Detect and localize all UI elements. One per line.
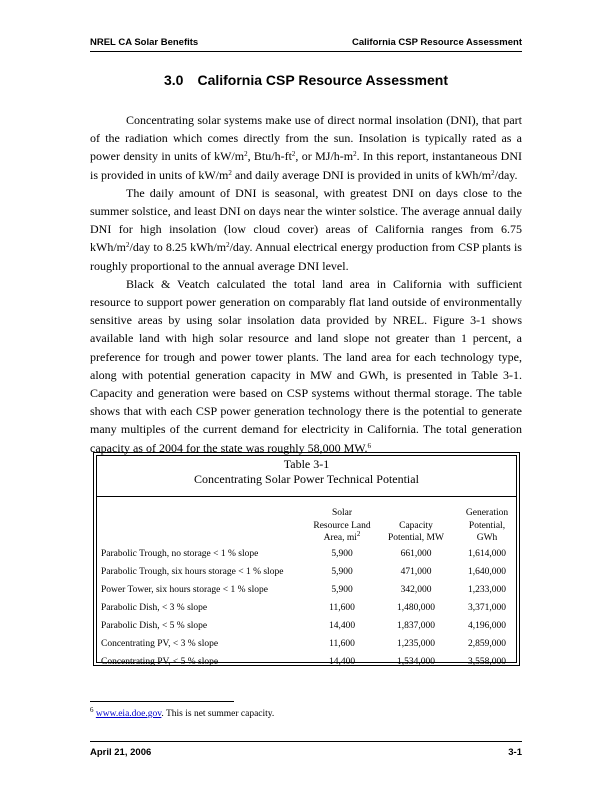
header-rule bbox=[90, 51, 522, 52]
footnote-text: . This is net summer capacity. bbox=[161, 709, 275, 719]
paragraph-1: Concentrating solar systems make use of direct normal insolation (DNI), that part of the radiation which comes directly from the sun. Insolation is typically rated as a power density in units of $kW/m^2$, Btu/$h-ft^2$, or $MJ/h-m^2$. In this report, instantaneous DNI is provided in units of $kW/m^2$ and daily average DNI is provided in units of kWh/$m^2$/day. bbox=[90, 113, 523, 182]
table-row: Concentrating PV, < 5 % slope 14,400 1,534,000 3,558,000 bbox=[101, 657, 506, 667]
table-row: Power Tower, six hours storage < 1 % slope 5,900 342,000 1,233,000 bbox=[101, 585, 506, 595]
caption-divider bbox=[97, 496, 516, 497]
table-row: Parabolic Dish, < 3 % slope 11,600 1,480,000 3,371,000 bbox=[101, 603, 506, 613]
table-row: Parabolic Trough, no storage < 1 % slope 5,900 661,000 1,614,000 bbox=[101, 549, 506, 559]
footnote-link[interactable]: www.eia.doe.gov bbox=[95, 709, 162, 719]
table-title: Concentrating Solar Power Technical Potential bbox=[194, 472, 419, 486]
table-number: Table 3-1 bbox=[283, 457, 330, 471]
section-title-text: California CSP Resource Assessment bbox=[197, 72, 448, 88]
paragraph-2: The daily amount of DNI is seasonal, with greatest DNI on days close to the summer solstice, and least DNI on days near the winter solstice. The average annual daily DNI for high insolation (low cloud cover) areas of California ranges from 6.75 kWh/$m^2$/day to 8.25 kWh/$m^2$/day. Annual electrical energy production from CSP plants is roughly proportional to the annual average DNI level. bbox=[90, 185, 522, 273]
footnote-rule bbox=[90, 701, 234, 702]
table-row: Parabolic Dish, < 5 % slope 14,400 1,837,000 4,196,000 bbox=[101, 621, 506, 631]
table-caption bbox=[97, 457, 516, 487]
body-text bbox=[90, 111, 522, 457]
table-row: Concentrating PV, < 3 % slope 11,600 1,235,000 2,859,000 bbox=[101, 639, 506, 649]
page-header bbox=[90, 37, 522, 51]
column-header-generation: Generation Potential, GWh bbox=[465, 508, 509, 543]
section-title bbox=[90, 72, 522, 88]
footer-rule bbox=[90, 741, 522, 742]
header-left: NREL CA Solar Benefits bbox=[90, 37, 199, 48]
table-row: Parabolic Trough, six hours storage < 1 % slope 5,900 471,000 1,640,000 bbox=[101, 567, 506, 577]
column-header-capacity: Capacity Potential, MW bbox=[388, 520, 444, 543]
footnote bbox=[90, 706, 275, 719]
section-number: 3.0 bbox=[163, 72, 184, 88]
footnote-number: 6 bbox=[90, 706, 94, 714]
page-number: 3-1 bbox=[508, 747, 522, 758]
footnote-reference[interactable]: 6 bbox=[367, 441, 371, 450]
footer-date: April 21, 2006 bbox=[90, 747, 152, 758]
paragraph-3: Black & Veatch calculated the total land area in California with sufficient resource to support power generation on comparably flat land outside of environmentally sensitive areas by using solar insolation data provided by NREL. Figure 3-1 shows available land with high solar resource and land slope not greater than 1 percent, a preference for trough and power tower plants. The land area for each technology type, along with potential generation capacity in MW and GWh, is presented in Table 3-1. Capacity and generation were based on CSP systems without thermal storage. The table shows that with each CSP power generation technology there is the potential to generate many multiples of the current demand for electricity in California. The total generation capacity as of 2004 for the state was roughly 58,000 MW.$^6$ bbox=[90, 276, 522, 455]
header-right: California CSP Resource Assessment bbox=[351, 37, 522, 48]
column-header-area: Solar Resource Land Area, $mi^2$ bbox=[313, 508, 371, 543]
technical-potential-table bbox=[93, 452, 520, 666]
